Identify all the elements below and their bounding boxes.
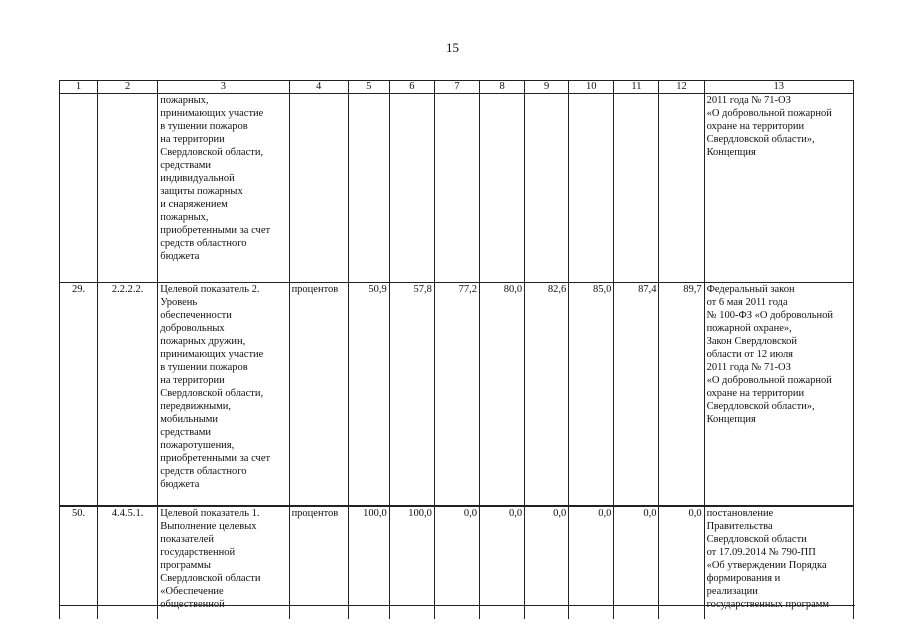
table-row (60, 94, 854, 283)
indicators-table (59, 80, 854, 619)
value-cell (480, 94, 525, 283)
value-cell: 85,0 (569, 283, 614, 507)
unit-cell (289, 94, 348, 283)
column-header: 10 (569, 81, 614, 94)
row-code (98, 94, 158, 283)
unit-cell: процентов (289, 506, 348, 619)
column-header: 7 (434, 81, 479, 94)
indicator-name: Целевой показатель 1. Выполнение целевых показателей государственной программы Свердловской области «Обеспечение общественной (158, 506, 289, 619)
value-cell: 100,0 (348, 506, 389, 619)
value-cell: 82,6 (525, 283, 569, 507)
column-header: 5 (348, 81, 389, 94)
indicator-name: пожарных, принимающих участие в тушении пожаров на территории Свердловской области, средствами индивидуальной защиты пожарных и снаряжением пожарных, приобретенными за счет средств областного бюджета (158, 94, 289, 283)
column-header: 12 (659, 81, 704, 94)
column-number-row (60, 81, 854, 94)
legal-source: постановление Правительства Свердловской области от 17.09.2014 № 790-ПП «Об утверждении Порядка формирования и реализации государственных программ (704, 506, 853, 619)
value-cell (434, 94, 479, 283)
unit-cell: процентов (289, 283, 348, 507)
value-cell: 0,0 (569, 506, 614, 619)
legal-source: 2011 года № 71-ОЗ «О добровольной пожарной охране на территории Свердловской области», Концепция (704, 94, 853, 283)
value-cell (659, 94, 704, 283)
row-number: 29. (60, 283, 98, 507)
value-cell: 57,8 (389, 283, 434, 507)
value-cell (348, 94, 389, 283)
table-row (60, 506, 854, 619)
value-cell: 100,0 (389, 506, 434, 619)
column-header: 11 (614, 81, 659, 94)
value-cell (525, 94, 569, 283)
column-header: 9 (525, 81, 569, 94)
legal-source: Федеральный закон от 6 мая 2011 года № 100-ФЗ «О добровольной пожарной охране», Закон Свердловской области от 12 июля 2011 года № 71-ОЗ «О добровольной пожарной охране на территории Свердловской области», Концепция (704, 283, 853, 507)
value-cell: 0,0 (480, 506, 525, 619)
value-cell: 50,9 (348, 283, 389, 507)
row-code: 4.4.5.1. (98, 506, 158, 619)
value-cell: 80,0 (480, 283, 525, 507)
row-code: 2.2.2.2. (98, 283, 158, 507)
row-number (60, 94, 98, 283)
value-cell: 87,4 (614, 283, 659, 507)
table-bottom-edge (59, 605, 855, 606)
value-cell: 89,7 (659, 283, 704, 507)
value-cell: 0,0 (525, 506, 569, 619)
value-cell: 0,0 (434, 506, 479, 619)
page-number: 15 (446, 40, 459, 55)
value-cell (389, 94, 434, 283)
column-header: 8 (480, 81, 525, 94)
row-number: 50. (60, 506, 98, 619)
value-cell (614, 94, 659, 283)
value-cell (569, 94, 614, 283)
column-header: 2 (98, 81, 158, 94)
column-header: 4 (289, 81, 348, 94)
value-cell: 0,0 (659, 506, 704, 619)
value-cell: 77,2 (434, 283, 479, 507)
column-header: 6 (389, 81, 434, 94)
column-header: 3 (158, 81, 289, 94)
column-header: 1 (60, 81, 98, 94)
value-cell: 0,0 (614, 506, 659, 619)
indicator-name: Целевой показатель 2. Уровень обеспеченности добровольных пожарных дружин, принимающих участие в тушении пожаров на территории Свердловской области, передвижными, мобильными средствами пожаротушения, приобретенными за счет средств областного бюджета (158, 283, 289, 507)
column-header: 13 (704, 81, 853, 94)
table-row (60, 283, 854, 507)
